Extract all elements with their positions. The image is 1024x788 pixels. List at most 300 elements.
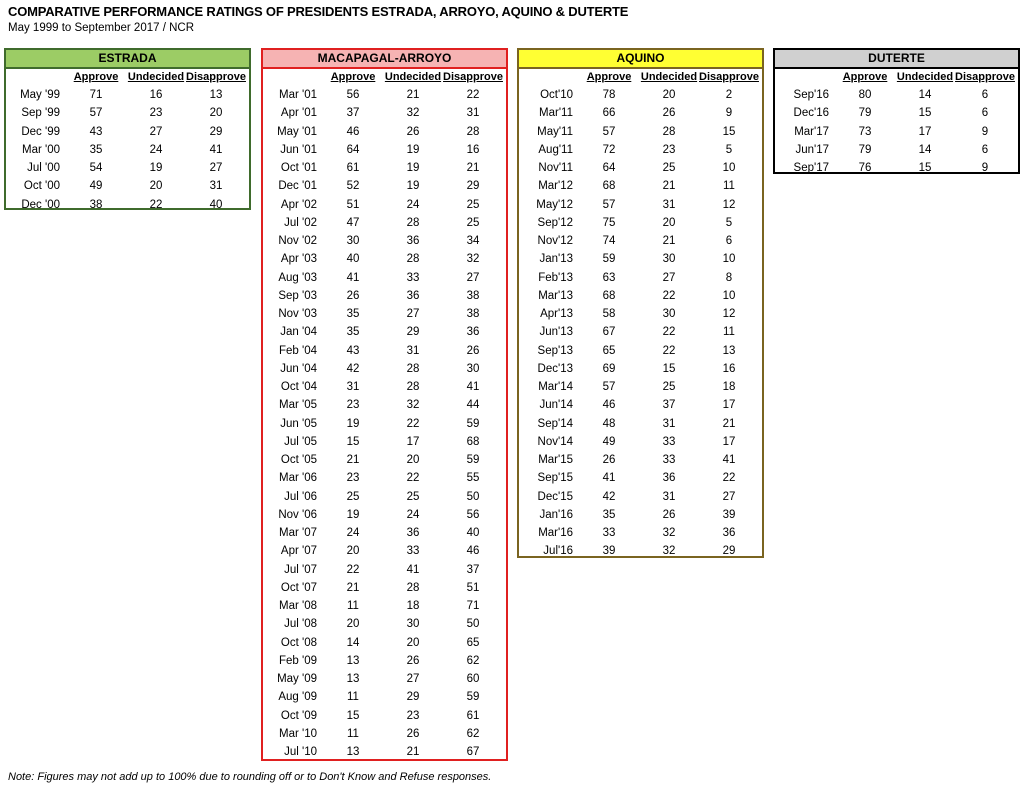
approve-cell: 79 (858, 143, 872, 156)
period-cell: Oct'10 (540, 89, 573, 101)
table-row (519, 360, 762, 378)
period-cell: Sep '03 (278, 289, 317, 302)
approve-cell: 72 (602, 143, 616, 156)
undecided-cell: 32 (662, 527, 676, 539)
period-cell: Nov '06 (278, 508, 317, 521)
undecided-cell: 19 (406, 180, 420, 193)
rows (519, 86, 762, 561)
column-headers (263, 70, 506, 84)
disapprove-cell: 21 (722, 417, 736, 430)
period-cell: Nov'11 (538, 162, 573, 174)
undecided-cell: 28 (406, 362, 420, 375)
undecided-cell: 31 (406, 344, 420, 357)
undecided-cell: 21 (406, 89, 420, 101)
table-row (519, 196, 762, 214)
period-cell: Dec '99 (21, 125, 60, 138)
period-cell: Aug '03 (278, 271, 317, 284)
disapprove-cell: 15 (722, 125, 736, 138)
table-row (519, 104, 762, 122)
disapprove-cell: 41 (466, 381, 480, 393)
approve-cell: 67 (602, 326, 616, 339)
approve-cell: 41 (346, 271, 360, 284)
undecided-cell: 24 (406, 198, 420, 211)
table-row (263, 214, 506, 232)
approve-cell: 26 (602, 454, 616, 466)
disapprove-cell: 41 (722, 454, 736, 466)
undecided-cell: 33 (406, 545, 420, 558)
period-cell: Jun'17 (795, 143, 829, 156)
undecided-cell: 28 (406, 581, 420, 594)
undecided-cell: 14 (918, 143, 932, 156)
approve-cell: 35 (346, 308, 360, 320)
disapprove-cell: 56 (466, 508, 480, 521)
panel-duterte (773, 48, 1020, 174)
undecided-cell: 30 (662, 308, 676, 320)
undecided-cell: 23 (149, 107, 163, 120)
table-row (6, 104, 249, 122)
disapprove-cell: 13 (209, 89, 223, 101)
approve-cell: 38 (89, 198, 103, 211)
disapprove-cell: 8 (725, 271, 733, 284)
period-cell: May '99 (20, 89, 60, 101)
undecided-cell: 36 (662, 472, 676, 485)
undecided-cell: 22 (149, 198, 163, 211)
disapprove-cell: 41 (209, 143, 223, 156)
approve-cell: 13 (346, 654, 360, 667)
approve-cell: 23 (346, 472, 360, 485)
disapprove-cell: 40 (466, 527, 480, 539)
table-row (6, 123, 249, 141)
undecided-cell: 20 (662, 216, 676, 229)
period-cell: Mar '08 (279, 600, 317, 612)
period-cell: May'12 (536, 198, 573, 211)
disapprove-cell: 39 (722, 508, 736, 521)
period-cell: Dec '01 (278, 180, 317, 193)
table-row (263, 250, 506, 268)
approve-cell: 63 (602, 271, 616, 284)
undecided-cell: 26 (406, 654, 420, 667)
disapprove-cell: 38 (466, 289, 480, 302)
table-row (519, 469, 762, 487)
table-row (263, 305, 506, 323)
table-row (263, 634, 506, 652)
period-cell: Aug'11 (538, 143, 573, 156)
table-row (263, 123, 506, 141)
rows (6, 86, 249, 214)
undecided-cell: 27 (406, 308, 420, 320)
approve-cell: 11 (347, 600, 359, 612)
disapprove-cell: 9 (981, 162, 989, 174)
table-row (519, 396, 762, 414)
table-row (519, 378, 762, 396)
period-cell: Feb '09 (279, 654, 317, 667)
table-row (263, 725, 506, 743)
period-cell: Oct '07 (280, 581, 317, 594)
undecided-cell: 28 (406, 216, 420, 229)
period-cell: Jun'13 (539, 326, 573, 339)
approve-cell: 47 (346, 216, 360, 229)
disapprove-cell: 16 (722, 362, 736, 375)
period-cell: Jun '01 (280, 143, 317, 156)
period-cell: Mar'12 (538, 180, 573, 193)
disapprove-cell: 18 (722, 381, 736, 393)
undecided-cell: 25 (662, 162, 676, 174)
panel-macapagal-arroyo (261, 48, 508, 761)
table-row (263, 342, 506, 360)
panel-header: AQUINO (519, 50, 762, 69)
period-cell: Mar '07 (279, 527, 317, 539)
undecided-cell: 19 (406, 143, 420, 156)
table-row (519, 415, 762, 433)
approve-cell: 43 (89, 125, 103, 138)
period-cell: Apr '02 (280, 198, 317, 211)
disapprove-cell: 13 (722, 344, 736, 357)
approve-cell: 66 (602, 107, 616, 120)
period-cell: Dec'15 (537, 490, 573, 503)
period-cell: Mar'11 (539, 107, 573, 120)
period-cell: Jul '05 (284, 435, 317, 448)
undecided-cell: 37 (662, 399, 676, 412)
column-header-spacer (519, 70, 579, 84)
period-cell: Jul '10 (284, 746, 317, 758)
undecided-cell: 25 (662, 381, 676, 393)
column-header-spacer (6, 70, 66, 84)
disapprove-cell: 11 (723, 326, 735, 339)
disapprove-cell: 59 (466, 454, 480, 466)
undecided-cell: 22 (406, 417, 420, 430)
period-cell: Oct '00 (23, 180, 60, 193)
page-subtitle: May 1999 to September 2017 / NCR (8, 22, 195, 34)
disapprove-cell: 20 (209, 107, 223, 120)
undecided-cell: 19 (149, 162, 163, 174)
period-cell: Oct '01 (280, 162, 317, 174)
undecided-cell: 31 (662, 490, 676, 503)
table-row (263, 670, 506, 688)
disapprove-cell: 29 (722, 545, 736, 558)
table-row (6, 86, 249, 104)
undecided-cell: 33 (662, 454, 676, 466)
table-row (519, 433, 762, 451)
disapprove-cell: 44 (466, 399, 480, 412)
table-row (775, 86, 1018, 104)
table-row (263, 561, 506, 579)
table-row (263, 524, 506, 542)
period-cell: Mar '01 (279, 89, 317, 101)
period-cell: Feb'13 (538, 271, 573, 284)
table-row (263, 597, 506, 615)
approve-cell: 21 (346, 454, 360, 466)
table-row (775, 141, 1018, 159)
period-cell: Dec'13 (537, 362, 573, 375)
disapprove-cell: 27 (209, 162, 223, 174)
undecided-cell: 29 (406, 326, 420, 339)
table-row (263, 232, 506, 250)
approve-cell: 20 (346, 545, 360, 558)
approve-cell: 21 (346, 581, 360, 594)
table-row (263, 269, 506, 287)
approve-cell: 15 (346, 435, 360, 448)
approve-cell: 51 (346, 198, 360, 211)
approve-cell: 57 (602, 198, 616, 211)
period-cell: Oct '04 (280, 381, 317, 393)
period-cell: Apr'13 (540, 308, 573, 320)
disapprove-cell: 31 (209, 180, 223, 193)
approve-cell: 61 (346, 162, 360, 174)
disapprove-cell: 36 (466, 326, 480, 339)
undecided-cell: 17 (406, 435, 420, 448)
undecided-cell: 24 (406, 508, 420, 521)
approve-cell: 79 (858, 107, 872, 120)
disapprove-cell: 71 (466, 600, 480, 612)
period-cell: Jan'16 (539, 508, 573, 521)
table-row (263, 451, 506, 469)
undecided-cell: 15 (918, 162, 932, 174)
approve-cell: 56 (346, 89, 360, 101)
undecided-cell: 22 (662, 326, 676, 339)
undecided-cell: 36 (406, 235, 420, 247)
period-cell: Mar '10 (279, 727, 317, 740)
period-cell: Jul '06 (284, 490, 317, 503)
undecided-cell: 27 (406, 673, 420, 685)
table-row (519, 123, 762, 141)
period-cell: Oct '08 (280, 636, 317, 649)
period-cell: Jan'13 (539, 253, 573, 266)
disapprove-cell: 16 (466, 143, 480, 156)
column-header: Disapprove (699, 71, 759, 83)
period-cell: Mar'16 (538, 527, 573, 539)
approve-cell: 35 (602, 508, 616, 521)
undecided-cell: 36 (406, 527, 420, 539)
period-cell: Jul'16 (543, 545, 573, 558)
approve-cell: 68 (602, 289, 616, 302)
disapprove-cell: 10 (722, 289, 736, 302)
disapprove-cell: 6 (725, 235, 733, 247)
disapprove-cell: 51 (466, 581, 480, 594)
disapprove-cell: 22 (722, 472, 736, 485)
table-row (519, 506, 762, 524)
undecided-cell: 31 (662, 417, 676, 430)
disapprove-cell: 62 (466, 727, 480, 740)
table-row (263, 415, 506, 433)
period-cell: Jun '05 (280, 417, 317, 430)
column-header: Undecided (384, 71, 442, 83)
period-cell: Sep'14 (537, 417, 573, 430)
disapprove-cell: 6 (981, 107, 989, 120)
table-row (263, 433, 506, 451)
period-cell: Mar '06 (279, 472, 317, 485)
period-cell: Oct '09 (280, 709, 317, 722)
disapprove-cell: 27 (722, 490, 736, 503)
undecided-cell: 33 (406, 271, 420, 284)
table-row (6, 141, 249, 159)
disapprove-cell: 65 (466, 636, 480, 649)
table-row (263, 378, 506, 396)
disapprove-cell: 50 (466, 490, 480, 503)
column-header: Disapprove (443, 71, 503, 83)
table-row (263, 159, 506, 177)
table-row (519, 232, 762, 250)
approve-cell: 48 (602, 417, 616, 430)
period-cell: Dec'16 (793, 107, 829, 120)
disapprove-cell: 62 (466, 654, 480, 667)
period-cell: Jul '02 (284, 216, 317, 229)
approve-cell: 31 (346, 381, 360, 393)
undecided-cell: 23 (662, 143, 676, 156)
disapprove-cell: 28 (466, 125, 480, 138)
table-row (775, 123, 1018, 141)
undecided-cell: 30 (406, 618, 420, 631)
table-row (519, 250, 762, 268)
approve-cell: 80 (858, 89, 872, 101)
table-row (263, 86, 506, 104)
approve-cell: 76 (858, 162, 872, 174)
panel-estrada (4, 48, 251, 210)
table-row (519, 451, 762, 469)
approve-cell: 52 (346, 180, 360, 193)
disapprove-cell: 46 (466, 545, 480, 558)
disapprove-cell: 25 (466, 198, 480, 211)
period-cell: Jan '04 (280, 326, 317, 339)
approve-cell: 24 (346, 527, 360, 539)
period-cell: Sep'16 (793, 89, 829, 101)
table-row (6, 159, 249, 177)
table-row (519, 141, 762, 159)
period-cell: Apr '03 (280, 253, 317, 266)
disapprove-cell: 25 (466, 216, 480, 229)
table-row (263, 652, 506, 670)
disapprove-cell: 32 (466, 253, 480, 266)
disapprove-cell: 5 (725, 216, 733, 229)
rows (775, 86, 1018, 177)
period-cell: Mar '05 (279, 399, 317, 412)
period-cell: Sep '99 (21, 107, 60, 120)
column-headers (6, 70, 249, 84)
approve-cell: 58 (602, 308, 616, 320)
approve-cell: 30 (346, 235, 360, 247)
period-cell: Feb '04 (279, 344, 317, 357)
approve-cell: 35 (89, 143, 103, 156)
disapprove-cell: 59 (466, 417, 480, 430)
disapprove-cell: 27 (466, 271, 480, 284)
undecided-cell: 31 (662, 198, 676, 211)
column-headers (519, 70, 762, 84)
table-row (263, 469, 506, 487)
undecided-cell: 33 (662, 435, 676, 448)
table-row (263, 396, 506, 414)
approve-cell: 15 (346, 709, 360, 722)
approve-cell: 19 (346, 508, 360, 521)
undecided-cell: 24 (149, 143, 163, 156)
approve-cell: 78 (602, 89, 616, 101)
period-cell: Apr '01 (280, 107, 317, 120)
disapprove-cell: 55 (466, 472, 480, 485)
table-row (6, 177, 249, 195)
disapprove-cell: 9 (725, 107, 733, 120)
disapprove-cell: 31 (466, 107, 480, 120)
approve-cell: 73 (858, 125, 872, 138)
disapprove-cell: 17 (722, 399, 736, 412)
approve-cell: 20 (346, 618, 360, 631)
disapprove-cell: 6 (981, 89, 989, 101)
column-header: Undecided (127, 71, 185, 83)
approve-cell: 46 (346, 125, 360, 138)
undecided-cell: 26 (406, 727, 420, 740)
approve-cell: 71 (89, 89, 103, 101)
disapprove-cell: 50 (466, 618, 480, 631)
period-cell: Sep'17 (793, 162, 829, 174)
table-row (263, 579, 506, 597)
disapprove-cell: 29 (466, 180, 480, 193)
table-row (263, 542, 506, 560)
undecided-cell: 28 (406, 381, 420, 393)
disapprove-cell: 12 (722, 308, 736, 320)
table-row (6, 196, 249, 214)
table-row (263, 615, 506, 633)
period-cell: Dec '00 (21, 198, 60, 211)
column-headers (775, 70, 1018, 84)
period-cell: Nov '03 (278, 308, 317, 320)
period-cell: Aug '09 (278, 691, 317, 704)
approve-cell: 43 (346, 344, 360, 357)
table-row (519, 214, 762, 232)
disapprove-cell: 59 (466, 691, 480, 704)
table-row (775, 159, 1018, 177)
table-row (519, 488, 762, 506)
undecided-cell: 20 (406, 454, 420, 466)
period-cell: Jul '00 (27, 162, 60, 174)
approve-cell: 68 (602, 180, 616, 193)
disapprove-cell: 26 (466, 344, 480, 357)
column-header: Disapprove (955, 71, 1015, 83)
undecided-cell: 20 (406, 636, 420, 649)
undecided-cell: 16 (149, 89, 163, 101)
approve-cell: 69 (602, 362, 616, 375)
table-row (263, 196, 506, 214)
table-row (263, 287, 506, 305)
approve-cell: 46 (602, 399, 616, 412)
approve-cell: 42 (346, 362, 360, 375)
disapprove-cell: 10 (722, 162, 736, 174)
approve-cell: 23 (346, 399, 360, 412)
approve-cell: 39 (602, 545, 616, 558)
table-row (263, 707, 506, 725)
period-cell: Mar'15 (538, 454, 573, 466)
column-header: Approve (73, 71, 119, 83)
undecided-cell: 26 (406, 125, 420, 138)
period-cell: Oct '05 (280, 454, 317, 466)
undecided-cell: 32 (406, 399, 420, 412)
approve-cell: 33 (602, 527, 616, 539)
undecided-cell: 15 (662, 362, 676, 375)
rows (263, 86, 506, 761)
approve-cell: 14 (346, 636, 360, 649)
column-header: Undecided (896, 71, 954, 83)
approve-cell: 35 (346, 326, 360, 339)
approve-cell: 64 (602, 162, 616, 174)
panel-header: DUTERTE (775, 50, 1018, 69)
disapprove-cell: 5 (725, 143, 733, 156)
disapprove-cell: 21 (466, 162, 480, 174)
disapprove-cell: 68 (466, 435, 480, 448)
approve-cell: 75 (602, 216, 616, 229)
column-header: Approve (586, 71, 632, 83)
column-header-spacer (263, 70, 323, 84)
undecided-cell: 25 (406, 490, 420, 503)
table-row (519, 542, 762, 560)
table-row (519, 323, 762, 341)
period-cell: Sep'15 (537, 472, 573, 485)
period-cell: Jun'14 (539, 399, 573, 412)
